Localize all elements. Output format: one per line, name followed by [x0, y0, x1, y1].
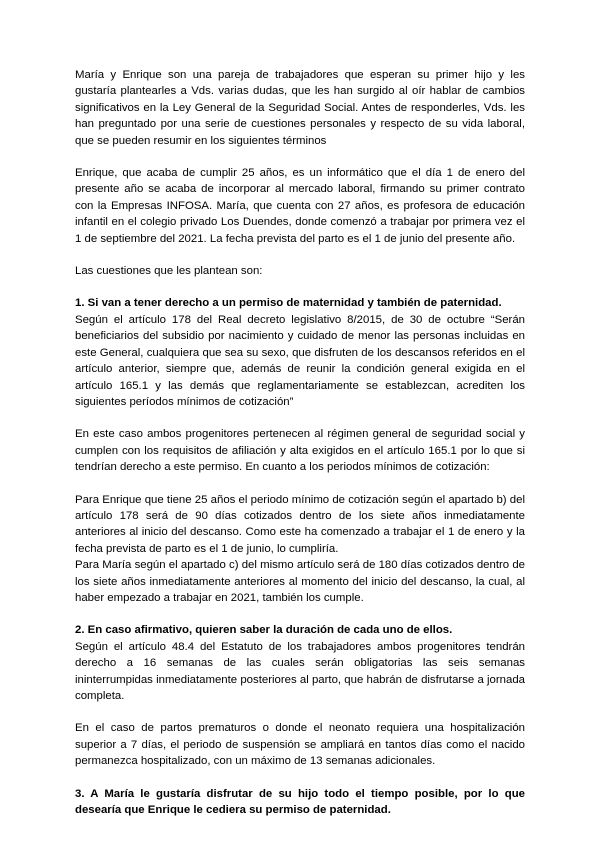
- question-1-requirements: En este caso ambos progenitores pertenecen al régimen general de seguridad social y cumplen con los requisitos de afiliación y alta exigidos en el artículo 165.1 por lo que si tendrían derecho a este permiso. En cuanto a los periodos mínimos de cotización:: [75, 428, 525, 474]
- questions-intro: Las cuestiones que les plantean son:: [75, 265, 263, 278]
- situation-paragraph: Enrique, que acaba de cumplir 25 años, es un informático que el día 1 de enero del presente año se acaba de incorporar al mercado laboral, firmando su primer contrato con la Empresas INFOSA. María, que cuenta con 27 años, es profesora de educación infantil en el colegio privado Los Duendes, donde comenzó a trabajar por primera vez el 1 de septiembre del 2021. La fecha prevista del parto es el 1 de junio del presente año.: [75, 167, 525, 245]
- question-3-heading: 3. A María le gustaría disfrutar de su hijo todo el tiempo posible, por lo que desearía que Enrique le cediera su permiso de paternidad.: [75, 787, 525, 817]
- question-1-enrique: Para Enrique que tiene 25 años el periodo mínimo de cotización según el apartado b) del artículo 178 será de 90 días cotizados dentro de los siete años inmediatamente anteriores al inicio del descanso. Como este ha comenzado a trabajar el 1 de enero y la fecha prevista de parto es el 1 de junio, lo cumpliría.: [75, 493, 525, 555]
- question-1-heading: 1. Si van a tener derecho a un permiso de maternidad y también de paternidad.: [75, 297, 502, 310]
- question-2-heading: 2. En caso afirmativo, quieren saber la duración de cada uno de ellos.: [75, 624, 453, 637]
- question-1-legal-quote: Según el artículo 178 del Real decreto legislativo 8/2015, de 30 de octubre “Serán beneficiarios del subsidio por nacimiento y cuidado de menor las personas incluidas en este General, cualquiera que sea su sexo, que disfruten de los descansos referidos en el artículo anterior, siempre que, además de reunir la condición general exigida en el artículo 165.1 y las demás que reglamentariamente se establezcan, acrediten los siguientes períodos mínimos de cotización”: [75, 313, 525, 408]
- document-body: [75, 67, 525, 818]
- question-2-answer: Según el artículo 48.4 del Estatuto de los trabajadores ambos progenitores tendrán derecho a 16 semanas de las cuales serán obligatorias las seis semanas ininterrumpidas inmediatamente posteriores al parto, que habrán de disfrutarse a jornada completa.: [75, 640, 525, 702]
- question-1-maria: Para María según el apartado c) del mismo artículo será de 180 días cotizados dentro de los siete años inmediatamente anteriores al momento del inicio del descanso, la cual, al haber empezado a trabajar en 2021, también los cumple.: [75, 559, 525, 604]
- intro-paragraph: María y Enrique son una pareja de trabajadores que esperan su primer hijo y les gustaría plantearles a Vds. varias dudas, que les han surgido al oír hablar de cambios significativos en la Ley General de la Seguridad Social. Antes de responderles, Vds. les han preguntado por una serie de cuestiones personales y respecto de su vida laboral, que se pueden resumir en los siguientes términos: [75, 69, 525, 147]
- question-2-premature: En el caso de partos prematuros o donde el neonato requiera una hospitalización superior a 7 días, el periodo de suspensión se ampliará en tantos días como el nacido permanezca hospitalizado, con un máximo de 13 semanas adicionales.: [75, 722, 525, 768]
